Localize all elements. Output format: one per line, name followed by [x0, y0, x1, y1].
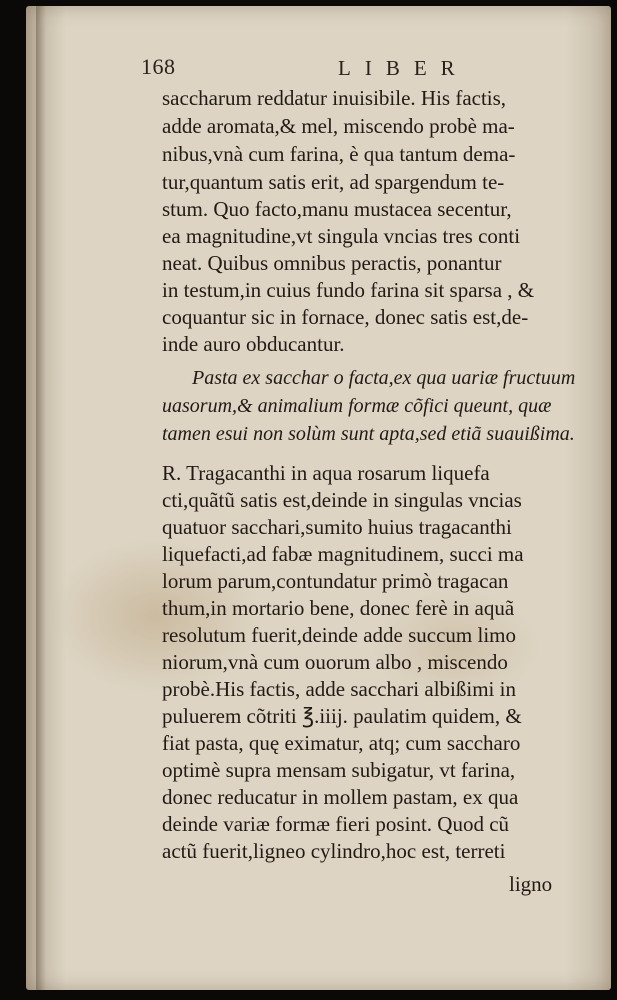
- page-header: [0, 0, 617, 80]
- text-line: ea magnitudine,vt singula vncias tres conti: [162, 224, 521, 248]
- text-line: liquefacti,ad fabæ magnitudinem, succi ma: [162, 542, 524, 566]
- text-line: inde auro obducantur.: [162, 332, 345, 356]
- text-line: neat. Quibus omnibus peractis, ponantur: [162, 251, 502, 275]
- text-line: cti,quãtũ satis est,deinde in singulas vncias: [162, 488, 522, 512]
- page-number: 168: [141, 54, 176, 79]
- text-line: thum,in mortario bene, donec ferè in aquã: [162, 596, 515, 620]
- text-line: puluerem cõtriti ℥.iiij. paulatim quidem, &: [162, 704, 522, 728]
- heading-line: uasorum,& animalium formæ cõfici queunt, quæ: [162, 395, 552, 417]
- text-line: R. Tragacanthi in aqua rosarum liquefa: [162, 461, 490, 485]
- text-line: optimè supra mensam subigatur, vt farina,: [162, 758, 516, 782]
- text-line: donec reducatur in mollem pastam, ex qua: [162, 785, 519, 809]
- text-line: niorum,vnà cum ouorum albo , miscendo: [162, 650, 508, 674]
- text-line: actũ fuerit,ligneo cylindro,hoc est, terreti: [162, 839, 506, 863]
- text-line: tur,quantum satis erit, ad spargendum te-: [162, 170, 505, 194]
- text-line: stum. Quo facto,manu mustacea secentur,: [162, 197, 512, 221]
- running-head: LIBER: [338, 56, 469, 80]
- heading-line: Pasta ex sacchar o facta,ex qua uariæ fructuum: [192, 367, 576, 389]
- text-line: in testum,in cuius fundo farina sit sparsa , &: [162, 278, 535, 302]
- text-line: saccharum reddatur inuisibile. His factis,: [162, 86, 507, 110]
- text-line: coquantur sic in fornace, donec satis est,de-: [162, 305, 529, 329]
- text-line: quatuor sacchari,sumito huius tragacanthi: [162, 515, 512, 539]
- text-line: lorum parum,contundatur primò tragacan: [162, 569, 509, 593]
- text-line: deinde variæ formæ fieri posint. Quod cũ: [162, 812, 510, 836]
- text-line: fiat pasta, quę eximatur, atq; cum saccharo: [162, 731, 521, 755]
- text-line: adde aromata,& mel, miscendo probè ma-: [162, 114, 515, 138]
- text-line: nibus,vnà cum farina, è qua tantum dema-: [162, 142, 516, 166]
- catchword: ligno: [509, 872, 553, 896]
- page-gutter: [36, 6, 46, 990]
- text-line: probè.His factis, adde sacchari albißimi in: [162, 677, 516, 701]
- text-line: resolutum fuerit,deinde adde succum limo: [162, 623, 516, 647]
- heading-line: tamen esui non solùm sunt apta,sed etiã suauißima.: [162, 423, 575, 445]
